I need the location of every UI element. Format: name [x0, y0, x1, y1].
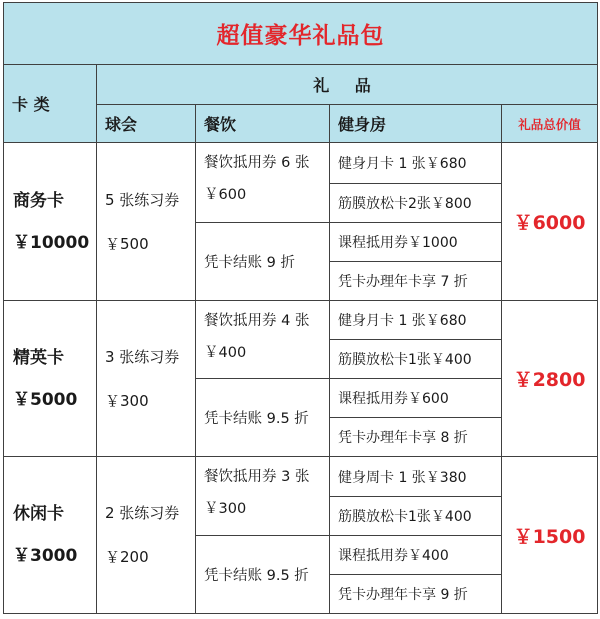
- ball-voucher: 2 张练习券: [105, 504, 180, 523]
- header-card-type: 卡 类: [4, 65, 97, 143]
- dining-value: ￥600: [204, 187, 247, 204]
- dining-voucher-cell: [196, 457, 330, 535]
- header-gifts: 礼 品: [97, 65, 598, 105]
- card-name: 商务卡: [13, 190, 64, 211]
- gym-item: 筋膜放松卡2张￥800: [330, 183, 502, 222]
- card-type-cell: [4, 300, 97, 457]
- ball-voucher: 3 张练习券: [105, 347, 180, 366]
- table-row: [4, 457, 598, 496]
- gym-item: 健身周卡 1 张￥380: [330, 457, 502, 496]
- gym-item: 课程抵用券￥1000: [330, 222, 502, 261]
- dining-discount: 凭卡结账 9.5 折: [196, 535, 330, 613]
- total-value: ￥2800: [502, 300, 598, 457]
- card-type-cell: [4, 143, 97, 301]
- dining-discount: 凭卡结账 9 折: [196, 222, 330, 300]
- ball-value: ￥200: [105, 548, 149, 567]
- card-type-cell: [4, 457, 97, 614]
- card-name: 休闲卡: [13, 504, 64, 525]
- dining-value: ￥300: [204, 501, 247, 518]
- gym-item: 健身月卡 1 张￥680: [330, 143, 502, 183]
- dining-value: ￥400: [204, 344, 247, 361]
- dining-voucher-cell: [196, 300, 330, 378]
- gym-item: 筋膜放松卡1张￥400: [330, 340, 502, 379]
- dining-voucher: 餐饮抵用券 4 张: [204, 312, 310, 329]
- card-price: ￥3000: [13, 546, 78, 567]
- card-name: 精英卡: [13, 347, 64, 368]
- ball-cell: [97, 457, 196, 614]
- ball-cell: [97, 300, 196, 457]
- gift-package-table: [3, 2, 598, 614]
- ball-cell: [97, 143, 196, 301]
- gym-item: 凭卡办理年卡享 7 折: [330, 261, 502, 300]
- ball-value: ￥300: [105, 391, 149, 410]
- gym-item: 课程抵用券￥600: [330, 379, 502, 418]
- dining-discount: 凭卡结账 9.5 折: [196, 379, 330, 457]
- table-title: 超值豪华礼品包: [4, 3, 598, 65]
- ball-value: ￥500: [105, 234, 149, 253]
- ball-voucher: 5 张练习券: [105, 190, 180, 209]
- header-total-value: 礼品总价值: [502, 105, 598, 143]
- table-row: [4, 300, 598, 339]
- gym-item: 课程抵用券￥400: [330, 535, 502, 574]
- total-value: ￥1500: [502, 457, 598, 614]
- total-value: ￥6000: [502, 143, 598, 301]
- dining-voucher-cell: [196, 143, 330, 222]
- table-row: [4, 143, 598, 183]
- dining-voucher: 餐饮抵用券 6 张: [204, 155, 310, 172]
- gym-item: 健身月卡 1 张￥680: [330, 300, 502, 339]
- gym-item: 凭卡办理年卡享 8 折: [330, 418, 502, 457]
- gym-item: 筋膜放松卡1张￥400: [330, 496, 502, 535]
- header-gym: 健身房: [330, 105, 502, 143]
- gym-item: 凭卡办理年卡享 9 折: [330, 574, 502, 613]
- card-price: ￥10000: [13, 232, 90, 253]
- header-dining: 餐饮: [196, 105, 330, 143]
- header-ball: 球会: [97, 105, 196, 143]
- dining-voucher: 餐饮抵用券 3 张: [204, 469, 310, 486]
- card-price: ￥5000: [13, 389, 78, 410]
